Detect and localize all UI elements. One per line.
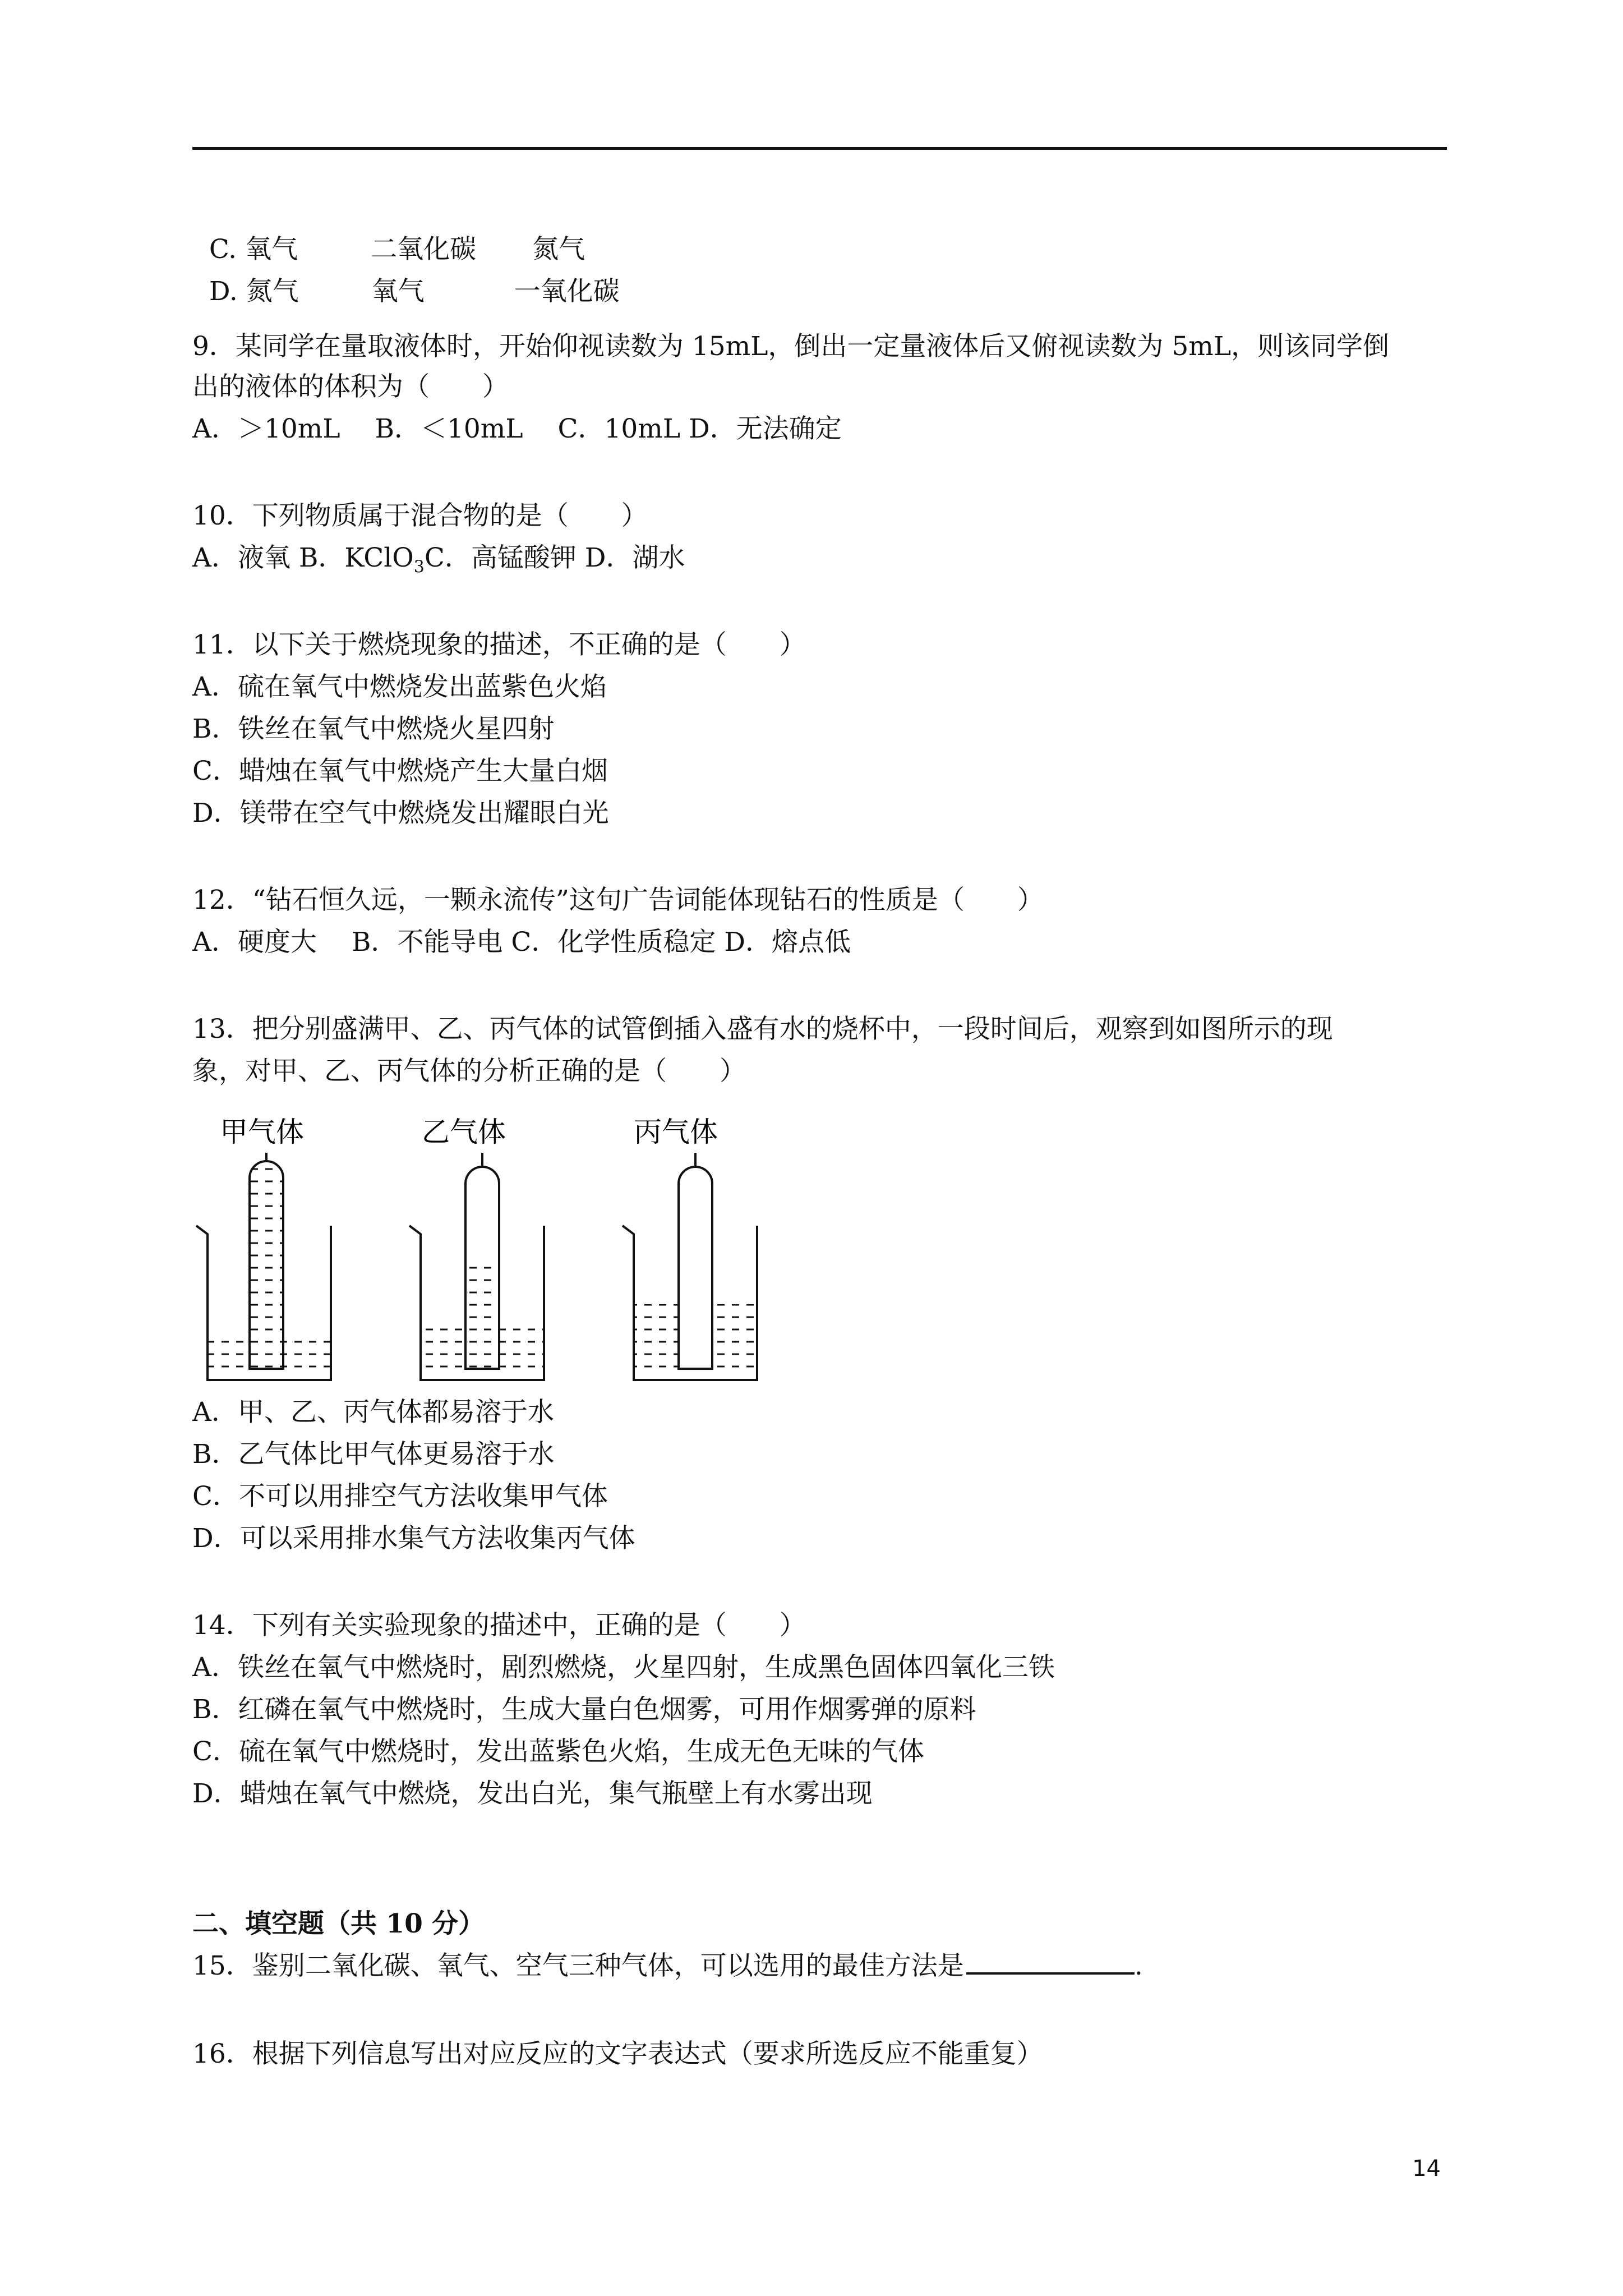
q16: 16．根据下列信息写出对应反应的文字表达式（要求所选反应不能重复）	[192, 2039, 1043, 2069]
q13-stem-line2: 象，对甲、乙、丙气体的分析正确的是（ ）	[192, 1056, 746, 1087]
q13-option-d: D．可以采用排水集气方法收集丙气体	[192, 1523, 635, 1554]
q12-options: A．硬度大 B．不能导电 C．化学性质稳定 D．熔点低	[192, 927, 851, 958]
q12-stem: 12．“钻石恒久远，一颗永流传”这句广告词能体现钻石的性质是（ ）	[192, 885, 1044, 915]
q11-option-d: D．镁带在空气中燃烧发出耀眼白光	[192, 798, 609, 829]
q13-option-b: B．乙气体比甲气体更易溶于水	[192, 1439, 555, 1470]
q14-option-a: A．铁丝在氧气中燃烧时，剧烈燃烧，火星四射，生成黑色固体四氧化三铁	[192, 1652, 1055, 1683]
q9-stem-line2: 出的液体的体积为（ ）	[192, 371, 509, 402]
q13-stem-line1: 13．把分别盛满甲、乙、丙气体的试管倒插入盛有水的烧杯中，一段时间后，观察到如图所示的现	[192, 1014, 1333, 1045]
q11-option-b: B．铁丝在氧气中燃烧火星四射	[192, 714, 555, 744]
q14-option-c: C．硫在氧气中燃烧时，发出蓝紫色火焰，生成无色无味的气体	[192, 1736, 924, 1767]
q10-options: A．液氧 B．KClO$_3$C．高锰酸钾 D．湖水	[192, 542, 685, 577]
beaker-c	[623, 1153, 757, 1380]
q13-option-c: C．不可以用排空气方法收集甲气体	[192, 1481, 608, 1512]
q9-options: A．＞10mL B．＜10mL C．10mL D．无法确定	[192, 413, 842, 444]
label-gas-c: 丙气体	[634, 1116, 718, 1148]
page-number: 14	[1412, 2156, 1441, 2182]
q14-stem: 14．下列有关实验现象的描述中，正确的是（ ）	[192, 1610, 806, 1641]
q11-option-c: C．蜡烛在氧气中燃烧产生大量白烟	[192, 756, 608, 786]
header-rule	[192, 147, 1447, 150]
q10-stem: 10．下列物质属于混合物的是（ ）	[192, 500, 648, 531]
q8-option-c: C. 氧气 二氧化碳 氮气	[209, 234, 585, 265]
q14-option-d: D．蜡烛在氧气中燃烧，发出白光，集气瓶壁上有水雾出现	[192, 1778, 873, 1809]
q15-answer-blank	[966, 1950, 1135, 1975]
q14-option-b: B．红磷在氧气中燃烧时，生成大量白色烟雾，可用作烟雾弹的原料	[192, 1694, 976, 1725]
q11-stem: 11．以下关于燃烧现象的描述，不正确的是（ ）	[192, 629, 806, 660]
label-gas-b: 乙气体	[422, 1116, 506, 1148]
section2-title: 二、填空题（共 10 分）	[192, 1908, 485, 1939]
label-gas-a: 甲气体	[220, 1116, 304, 1148]
q11-option-a: A．硫在氧气中燃烧发出蓝紫色火焰	[192, 671, 607, 702]
q13-figure	[191, 1114, 785, 1383]
beaker-a	[196, 1153, 331, 1380]
q8-option-d: D. 氮气 氧气 一氧化碳	[209, 276, 620, 307]
q13-option-a: A．甲、乙、丙气体都易溶于水	[192, 1397, 554, 1428]
q9-stem-line1: 9．某同学在量取液体时，开始仰视读数为 15mL，倒出一定量液体后又俯视读数为 5mL，则该同学倒	[192, 331, 1390, 362]
beaker-b	[409, 1153, 544, 1380]
q15: 15．鉴别二氧化碳、氧气、空气三种气体，可以选用的最佳方法是 .	[192, 1950, 1143, 1981]
